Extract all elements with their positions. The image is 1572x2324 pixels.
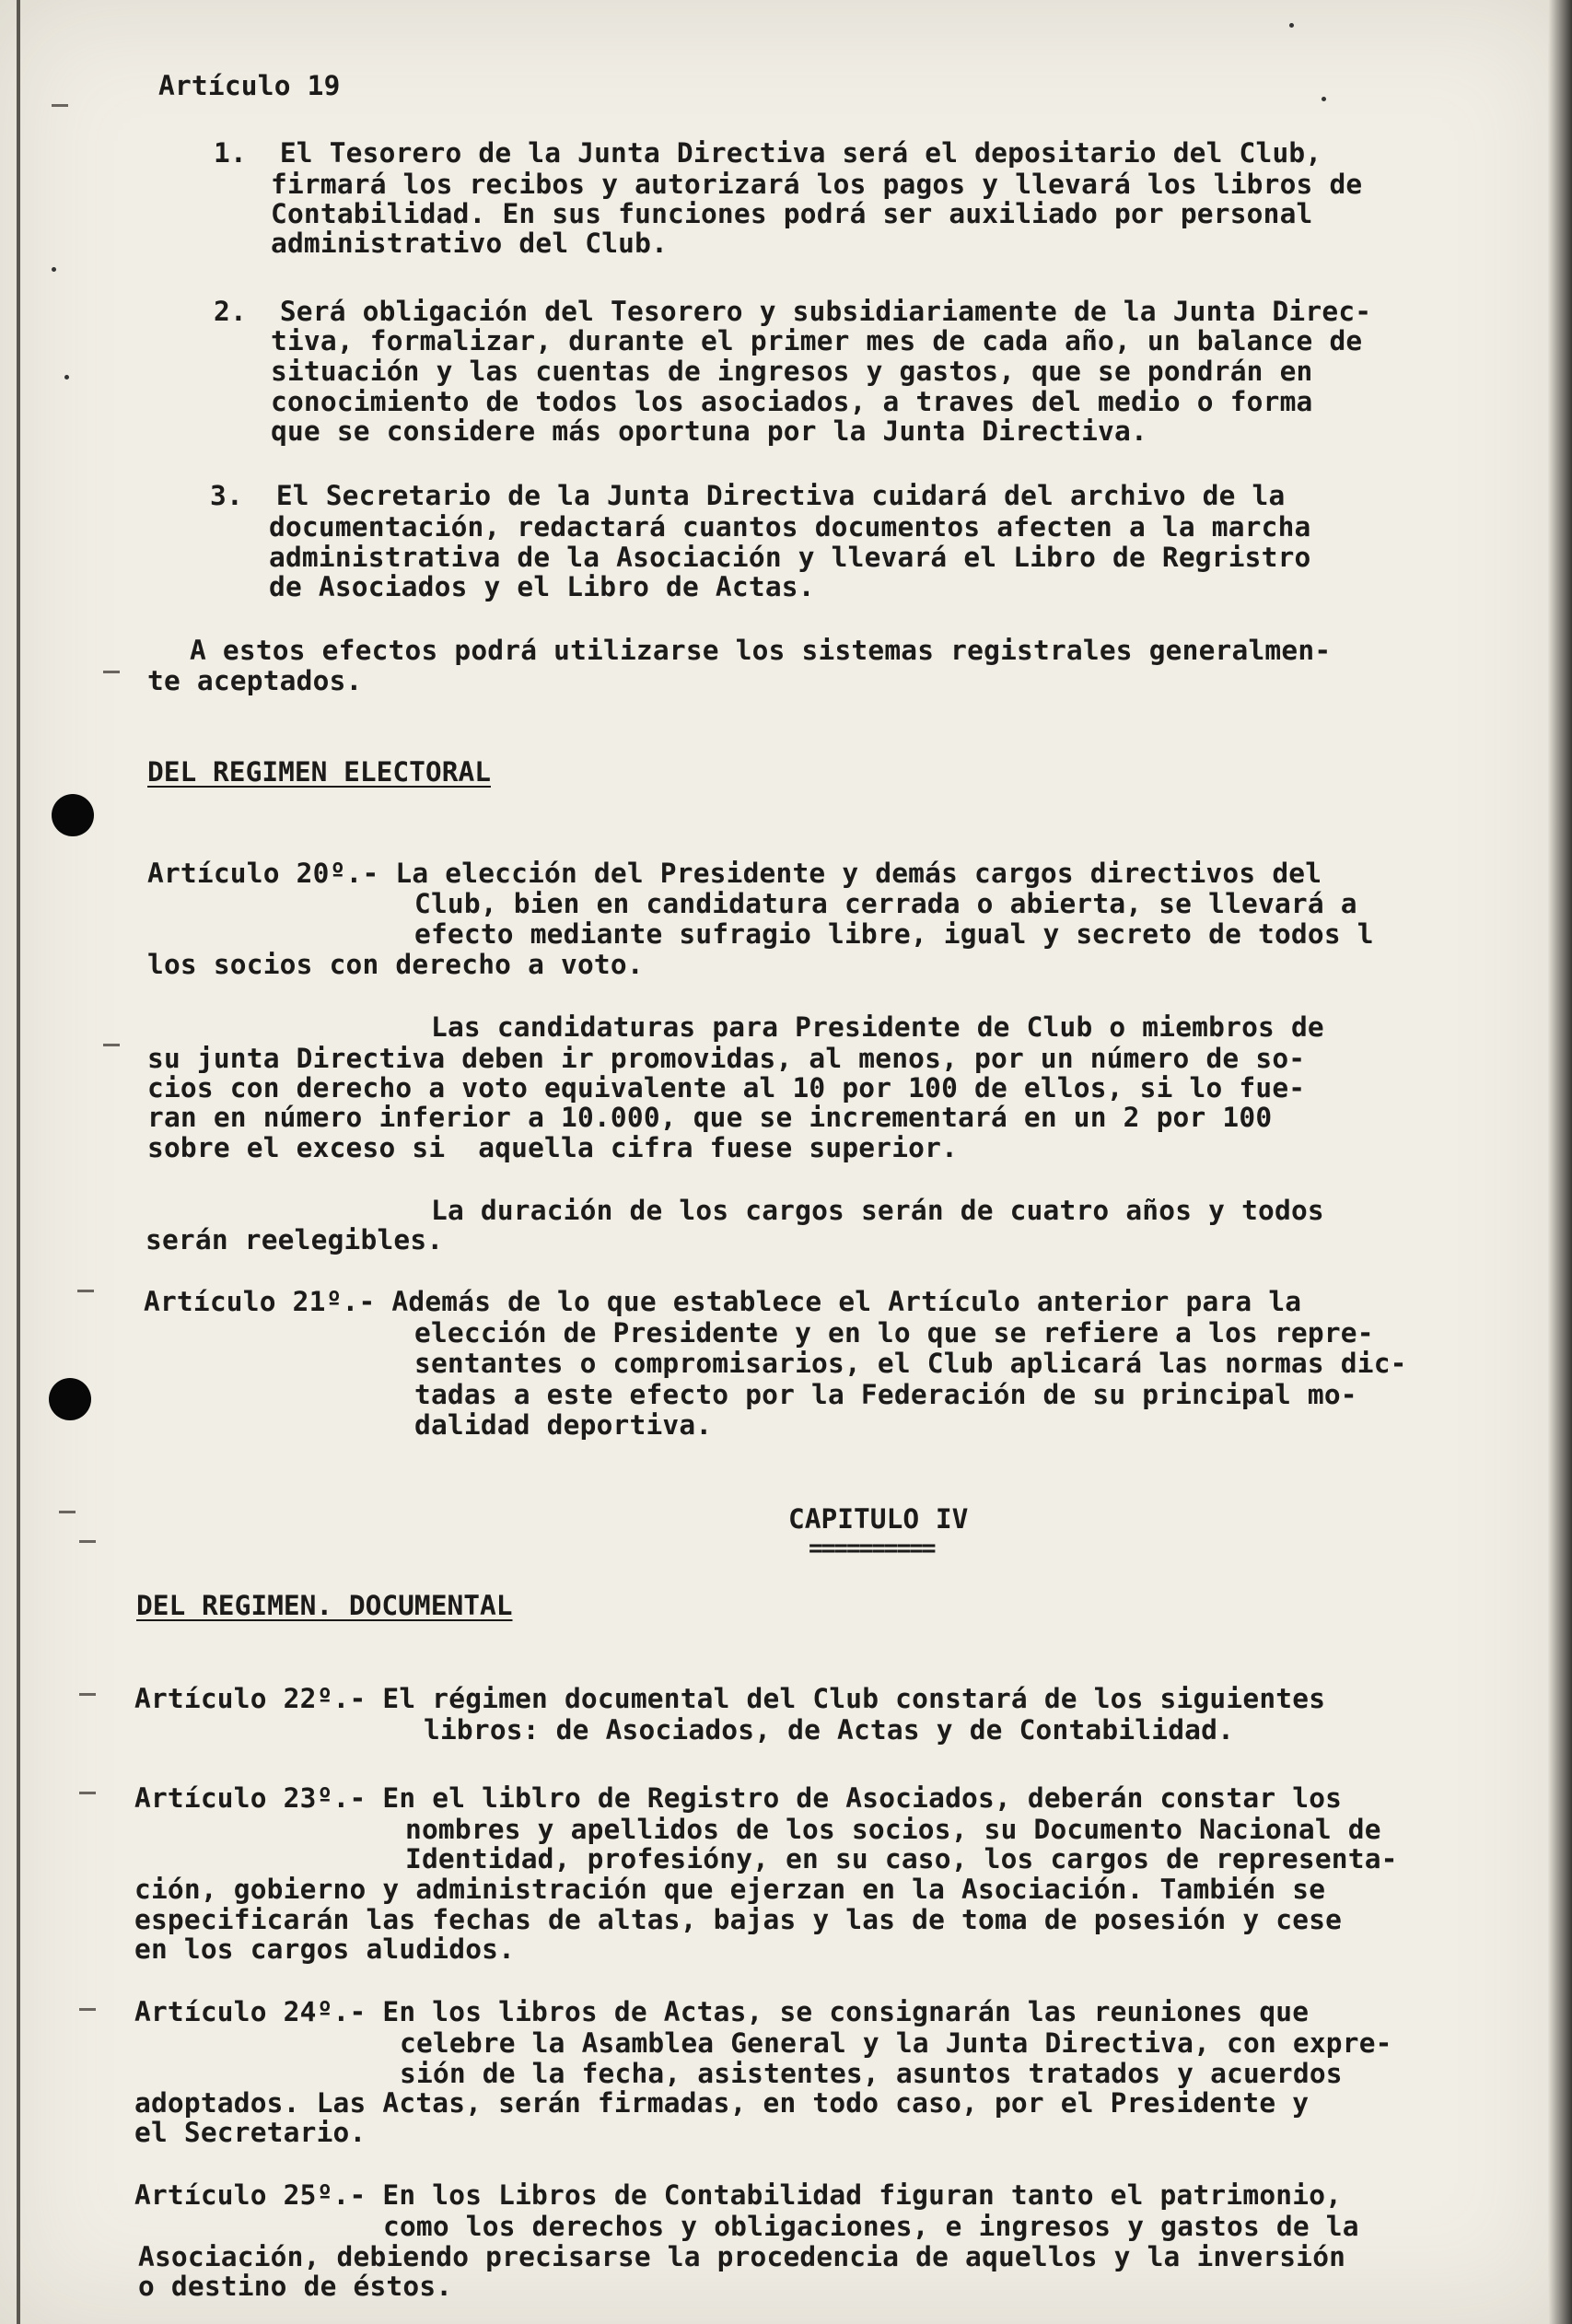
punch-hole bbox=[52, 794, 94, 836]
text-line: los socios con derecho a voto. bbox=[147, 949, 644, 980]
text-line: serán reelegibles. bbox=[146, 1224, 444, 1255]
text-line: Las candidaturas para Presidente de Club o miembros de bbox=[431, 1011, 1324, 1043]
text-line: 1. El Tesorero de la Junta Directiva será el depositario del Club, bbox=[214, 137, 1322, 169]
text-line: sobre el exceso si aquella cifra fuese superior. bbox=[147, 1132, 959, 1163]
section-heading-electoral: DEL REGIMEN ELECTORAL bbox=[147, 756, 491, 788]
text-line: de Asociados y el Libro de Actas. bbox=[269, 571, 815, 602]
text-line: en los cargos aludidos. bbox=[134, 1933, 516, 1965]
text-line: firmará los recibos y autorizará los pagos y llevará los libros de bbox=[271, 169, 1363, 200]
margin-mark bbox=[77, 1290, 94, 1292]
page-left-edge bbox=[17, 0, 20, 2324]
text-line: ción, gobierno y administración que ejerzan en la Asociación. También se bbox=[134, 1874, 1326, 1905]
text-line: te aceptados. bbox=[147, 665, 363, 696]
text-line: situación y las cuentas de ingresos y gastos, que se pondrán en bbox=[271, 356, 1313, 387]
text-line: administrativo del Club. bbox=[271, 228, 669, 259]
text-line: La duración de los cargos serán de cuatro años y todos bbox=[431, 1195, 1324, 1226]
margin-mark bbox=[79, 2008, 96, 2011]
text-line: o destino de éstos. bbox=[138, 2271, 453, 2302]
page-right-edge bbox=[1548, 0, 1572, 2324]
margin-mark bbox=[79, 1693, 96, 1696]
margin-speck bbox=[1322, 97, 1326, 101]
text-line: 3. El Secretario de la Junta Directiva cuidará del archivo de la bbox=[210, 480, 1286, 511]
punch-hole bbox=[49, 1378, 91, 1420]
text-line: libros: de Asociados, de Actas y de Contabilidad. bbox=[424, 1714, 1235, 1746]
margin-mark bbox=[52, 104, 68, 107]
chapter-underline: ========== bbox=[809, 1535, 935, 1562]
text-line: nombres y apellidos de los socios, su Documento Nacional de bbox=[405, 1814, 1381, 1845]
text-line: especificarán las fechas de altas, bajas y las de toma de posesión y cese bbox=[134, 1904, 1343, 1935]
text-line: Artículo 22º.- El régimen documental del Club constará de los siguientes bbox=[134, 1683, 1326, 1714]
text-line: Artículo 20º.- La elección del Presidente y demás cargos directivos del bbox=[147, 858, 1322, 889]
text-line: elección de Presidente y en lo que se refiere a los repre- bbox=[414, 1317, 1374, 1349]
text-line: Artículo 21º.- Además de lo que establece el Artículo anterior para la bbox=[144, 1286, 1302, 1317]
margin-mark bbox=[103, 671, 120, 673]
text-line: documentación, redactará cuantos documentos afecten a la marcha bbox=[269, 511, 1311, 543]
text-line: Artículo 24º.- En los libros de Actas, se consignarán las reuniones que bbox=[134, 1996, 1310, 2027]
text-line: el Secretario. bbox=[134, 2117, 367, 2148]
margin-mark bbox=[59, 1511, 76, 1513]
text-line: ran en número inferior a 10.000, que se incrementará en un 2 por 100 bbox=[147, 1102, 1273, 1133]
margin-speck bbox=[64, 375, 69, 380]
margin-mark bbox=[103, 1044, 120, 1046]
text-line: su junta Directiva deben ir promovidas, al menos, por un número de so- bbox=[147, 1043, 1306, 1074]
text-line: Identidad, profesióny, en su caso, los cargos de representa- bbox=[405, 1843, 1398, 1874]
text-line: 2. Será obligación del Tesorero y subsidiariamente de la Junta Direc- bbox=[214, 296, 1372, 327]
text-line: como los derechos y obligaciones, e ingresos y gastos de la bbox=[383, 2211, 1359, 2242]
text-line: cios con derecho a voto equivalente al 10 por 100 de ellos, si lo fue- bbox=[147, 1072, 1306, 1104]
text-line: Artículo 25º.- En los Libros de Contabilidad figuran tanto el patrimonio, bbox=[134, 2179, 1343, 2211]
margin-mark bbox=[79, 1540, 96, 1543]
text-line: A estos efectos podrá utilizarse los sistemas registrales generalmen- bbox=[190, 635, 1332, 666]
text-line: tadas a este efecto por la Federación de su principal mo- bbox=[414, 1379, 1357, 1410]
text-line: Artículo 23º.- En el liblro de Registro de Asociados, deberán constar los bbox=[134, 1782, 1343, 1814]
text-line: que se considere más oportuna por la Junta Directiva. bbox=[271, 415, 1147, 447]
text-line: celebre la Asamblea General y la Junta Directiva, con expre- bbox=[400, 2027, 1392, 2059]
text-line: Contabilidad. En sus funciones podrá ser auxiliado por personal bbox=[271, 198, 1313, 229]
text-line: efecto mediante sufragio libre, igual y secreto de todos l bbox=[414, 918, 1374, 950]
margin-mark bbox=[79, 1792, 96, 1794]
text-line: conocimiento de todos los asociados, a traves del medio o forma bbox=[271, 386, 1313, 417]
section-heading-documental: DEL REGIMEN. DOCUMENTAL bbox=[136, 1590, 513, 1621]
margin-speck bbox=[52, 267, 56, 272]
text-line: sión de la fecha, asistentes, asuntos tratados y acuerdos bbox=[400, 2058, 1343, 2089]
text-line: dalidad deportiva. bbox=[414, 1409, 713, 1441]
text-line: administrativa de la Asociación y llevará el Libro de Regristro bbox=[269, 542, 1311, 573]
text-line: sentantes o compromisarios, el Club aplicará las normas dic- bbox=[414, 1348, 1407, 1379]
text-line: Asociación, debiendo precisarse la procedencia de aquellos y la inversión bbox=[138, 2241, 1346, 2272]
text-line: adoptados. Las Actas, serán firmadas, en todo caso, por el Presidente y bbox=[134, 2087, 1310, 2119]
text-line: tiva, formalizar, durante el primer mes de cada año, un balance de bbox=[271, 325, 1363, 356]
article-19-heading: Artículo 19 bbox=[158, 70, 341, 101]
text-line: Club, bien en candidatura cerrada o abierta, se llevará a bbox=[414, 888, 1357, 919]
margin-speck bbox=[1289, 23, 1294, 28]
chapter-title: CAPITULO IV bbox=[788, 1503, 969, 1535]
